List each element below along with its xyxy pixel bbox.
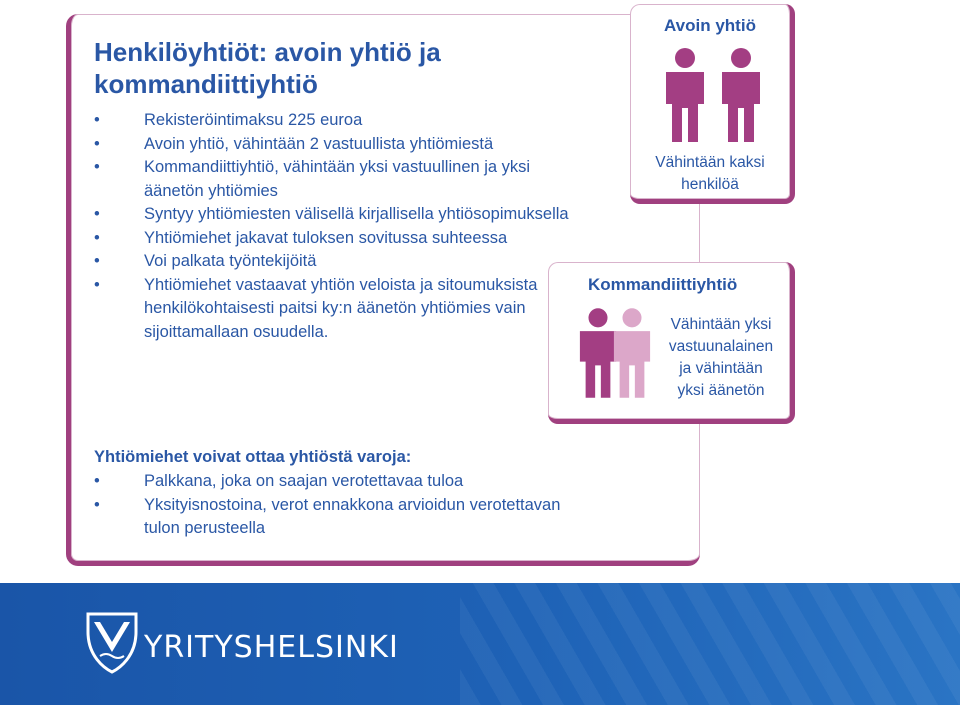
avoin-yhtio-title: Avoin yhtiö <box>664 16 756 35</box>
avoin-yhtio-text-1: Vähintään kaksi <box>655 154 765 171</box>
list-item: • Voi palkata työntekijöitä <box>94 250 574 274</box>
footer-pattern <box>460 583 960 705</box>
kommandiittiyhtio-text-1: Vähintään yksi <box>670 316 772 333</box>
bullet-icon: • <box>94 252 100 270</box>
kommandiittiyhtio-title: Kommandiittiyhtiö <box>588 275 738 294</box>
list-item: • Avoin yhtiö, vähintään 2 vastuullista yhtiömiestä <box>94 133 574 157</box>
kommandiittiyhtio-text-2: vastuunalainen <box>668 338 774 355</box>
avoin-yhtio-text-2: henkilöä <box>681 176 739 193</box>
person-icon <box>612 306 652 402</box>
list-item: • Yhtiömiehet vastaavat yhtiön veloista ja sitoumuksista henkilökohtaisesti paitsi ky:n äänetön yhtiömies vain sijoittamallaan osuudella. <box>94 275 538 341</box>
avoin-yhtio-card <box>630 4 795 204</box>
bullet-icon: • <box>94 158 100 176</box>
bullet-icon: • <box>94 495 100 514</box>
bullet-icon: • <box>94 134 100 153</box>
helsinki-crest-icon <box>86 612 138 674</box>
list-item: • Rekisteröintimaksu 225 euroa <box>94 109 574 133</box>
main-bullet-list <box>94 109 574 344</box>
bullet-icon: • <box>94 228 100 247</box>
bullet-icon: • <box>94 472 100 490</box>
page-title: Henkilöyhtiöt: avoin yhtiö ja kommandiittiyhtiö <box>94 37 441 99</box>
list-item: • Yksityisnostoina, verot ennakkona arvioidun verotettavan tulon perusteella <box>94 495 561 537</box>
list-item: • Kommandiittiyhtiö, vähintään yksi vastuullinen ja yksi äänetön yhtiömies <box>94 158 531 200</box>
person-icon <box>664 48 706 144</box>
withdrawals-heading: Yhtiömiehet voivat ottaa yhtiöstä varoja: <box>94 448 412 466</box>
kommandiittiyhtio-card <box>548 262 795 424</box>
person-icon <box>720 48 762 144</box>
withdrawals-bullet-list <box>94 470 574 541</box>
list-item: • Yhtiömiehet jakavat tuloksen sovitussa suhteessa <box>94 227 574 251</box>
list-item: • Palkkana, joka on saajan verotettavaa tuloa <box>94 470 574 494</box>
kommandiittiyhtio-text-3: ja vähintään <box>679 360 763 377</box>
brand-logo: YRITYSHELSINKI <box>144 630 399 665</box>
list-item: • Syntyy yhtiömiesten välisellä kirjallisella yhtiösopimuksella <box>94 203 574 227</box>
bullet-icon: • <box>94 275 100 294</box>
bullet-icon: • <box>94 111 100 129</box>
kommandiittiyhtio-text-4: yksi äänetön <box>677 382 765 399</box>
bullet-icon: • <box>94 205 100 223</box>
